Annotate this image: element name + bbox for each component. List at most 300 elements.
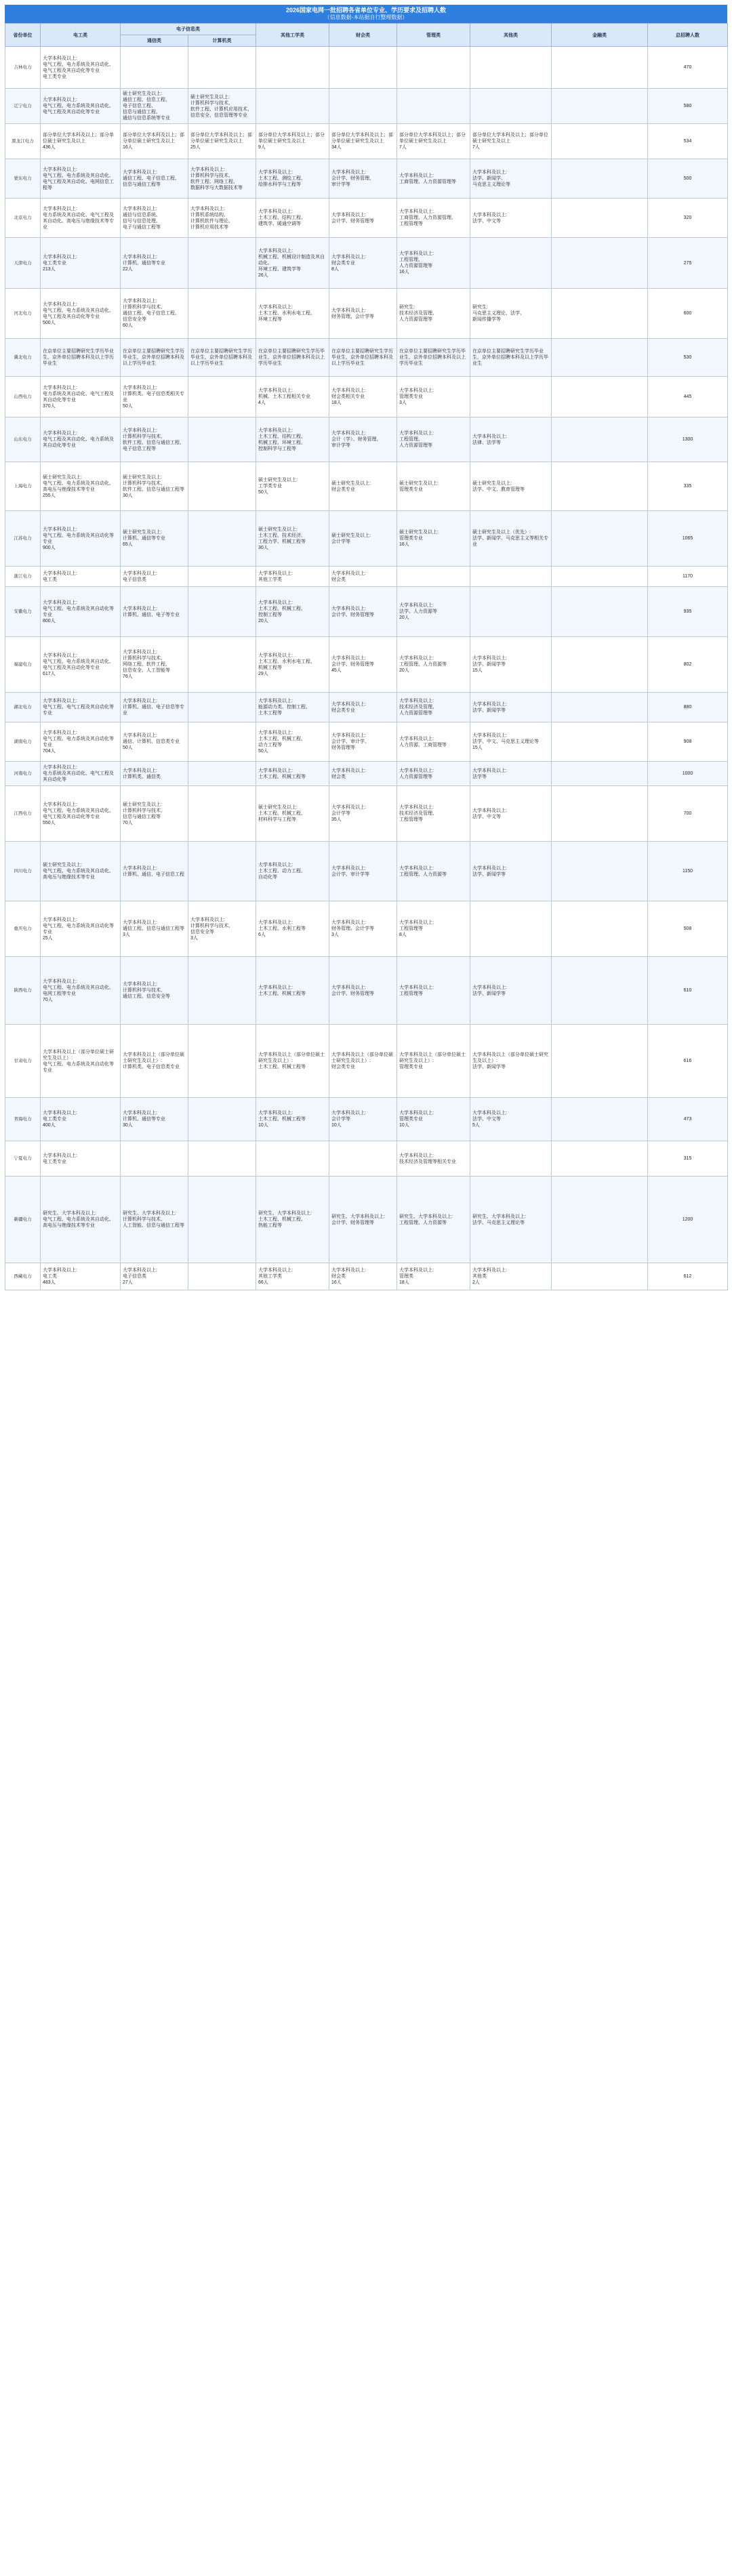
header-banking: 金融类 [552,24,648,47]
computer-cell [188,637,256,693]
banking-cell [552,567,648,587]
banking-cell [552,1177,648,1263]
management-cell: 大学本科及以上: 管理类专业 3人 [397,377,470,417]
other-engineering-cell: 在京单位主要招聘研究生学历毕业生，京外单位招聘本科及以上学历毕业生 [256,339,329,377]
communication-cell: 大学本科及以上: 计算机、通信、电子信息等专业 [121,693,188,722]
electric-cell: 在京单位主要招聘研究生学历毕业生，京外单位招聘本科及以上学历毕业生 [41,339,121,377]
finance-cell [329,47,397,89]
table-footer-space [5,1290,727,1296]
table-row [5,1263,728,1290]
other-engineering-cell: 大学本科及以上: 土木工程、水利工程等 6人 [256,901,329,957]
finance-cell: 硕士研究生及以上: 会计学等 [329,511,397,567]
management-cell: 大学本科及以上: 工程管理等 [397,957,470,1025]
table-row [5,89,728,124]
computer-cell [188,1177,256,1263]
electric-cell: 大学本科及以上: 电气工程及其自动化、电力系统及其自动化等专业 [41,417,121,462]
communication-cell: 大学本科及以上: 计算机、通信、电子信息工程 [121,842,188,901]
unit-cell: 北京电力 [5,199,41,238]
table-row [5,1025,728,1098]
management-cell: 大学本科及以上: 管理类 18人 [397,1263,470,1290]
other-engineering-cell: 大学本科及以上（部分单位硕士研究生及以上）: 土木工程、机械工程等 [256,1025,329,1098]
electric-cell: 硕士研究生及以上: 电气工程、电力系统及其自动化、高电压与绝缘技术等专业 255人 [41,462,121,511]
table-row [5,693,728,722]
total-cell: 880 [648,693,728,722]
communication-cell: 大学本科及以上: 计算机科学与技术、 网络工程、软件工程、 信息安全、人工智能等 76人 [121,637,188,693]
communication-cell: 硕士研究生及以上: 计算机科学与技术、 信息与通信工程等 70人 [121,786,188,842]
management-cell: 研究生、大学本科及以上: 工程管理、人力资源等 [397,1177,470,1263]
computer-cell [188,377,256,417]
banking-cell [552,199,648,238]
other-engineering-cell: 大学本科及以上: 土木工程、水利水电工程、 环境工程等 [256,289,329,339]
unit-cell: 江苏电力 [5,511,41,567]
finance-cell: 大学本科及以上: 会计学等 10人 [329,1098,397,1141]
management-cell: 大学本科及以上（部分单位硕士研究生及以上）: 管理类专业 [397,1025,470,1098]
computer-cell [188,693,256,722]
table-row [5,511,728,567]
header-electronic-info-group: 电子信息类 [121,24,256,35]
finance-cell: 大学本科及以上: 财会类 [329,762,397,786]
table-row [5,47,728,89]
management-cell [397,89,470,124]
computer-cell [188,289,256,339]
electric-cell: 大学本科及以上: 电力系统及其自动化、电气工程及其自动化等专业 370人 [41,377,121,417]
electric-cell: 大学本科及以上: 电工类专业 400人 [41,1098,121,1141]
header-total: 总招聘人数 [648,24,728,47]
finance-cell: 大学本科及以上: 财务管理、会计学等 3人 [329,901,397,957]
table-row [5,462,728,511]
finance-cell: 大学本科及以上: 会计学、财务管理等 [329,199,397,238]
unit-cell: 天津电力 [5,238,41,289]
recruitment-table [5,23,728,1290]
other-cell [470,901,552,957]
communication-cell: 大学本科及以上: 计算机、通信、电子等专业 [121,587,188,637]
other-engineering-cell: 大学本科及以上: 土木工程、机械工程、 动力工程等 50人 [256,722,329,762]
management-cell: 大学本科及以上: 技术经济及管理、 工程管理等 [397,786,470,842]
management-cell: 大学本科及以上: 管理类专业 10人 [397,1098,470,1141]
communication-cell: 大学本科及以上: 计算机科学与技术、 软件工程、信息与通信工程、 电子信息工程等 [121,417,188,462]
finance-cell: 大学本科及以上: 会计学、审计学、 财务管理等 [329,722,397,762]
other-cell: 大学本科及以上: 法学、中文等 5人 [470,1098,552,1141]
other-cell [470,47,552,89]
management-cell: 大学本科及以上: 法学、人力资源等 20人 [397,587,470,637]
banking-cell [552,1098,648,1141]
management-cell: 硕士研究生及以上: 管理类专业 16人 [397,511,470,567]
other-engineering-cell: 大学本科及以上: 土木工程、机械工程等 [256,762,329,786]
computer-cell [188,238,256,289]
other-cell: 研究生: 马克思主义理论、法学、 新闻传播学等 [470,289,552,339]
other-cell: 在京单位主要招聘研究生学历毕业生，京外单位招聘本科及以上学历毕业生 [470,339,552,377]
other-engineering-cell: 部分单位大学本科及以上；部分单位硕士研究生及以上 9人 [256,124,329,159]
management-cell: 研究生: 技术经济及管理、 人力资源管理等 [397,289,470,339]
communication-cell: 大学本科及以上: 通信、计算机、信息类专业 50人 [121,722,188,762]
banking-cell [552,47,648,89]
management-cell: 大学本科及以上: 工程管理、人力资源等 20人 [397,637,470,693]
electric-cell: 硕士研究生及以上: 电气工程、电力系统及其自动化、高电压与绝缘技术等专业 [41,842,121,901]
other-engineering-cell: 大学本科及以上: 能源动力类、控制工程、 土木工程等 [256,693,329,722]
other-cell: 大学本科及以上: 法学、中文等 [470,786,552,842]
total-cell: 500 [648,159,728,199]
electric-cell: 大学本科及以上: 电工类专业 [41,1141,121,1177]
header-finance: 财会类 [329,24,397,47]
total-cell: 445 [648,377,728,417]
header-computer: 计算机类 [188,35,256,47]
management-cell: 硕士研究生及以上: 管理类专业 [397,462,470,511]
electric-cell: 大学本科及以上: 电气工程、电力系统及其自动化、电气工程及其自动化等专业 500人 [41,289,121,339]
other-engineering-cell: 大学本科及以上: 土木工程、水利水电工程、 机械工程等 29人 [256,637,329,693]
unit-cell: 湖南电力 [5,722,41,762]
unit-cell: 吉林电力 [5,47,41,89]
unit-cell: 新疆电力 [5,1177,41,1263]
unit-cell: 西藏电力 [5,1263,41,1290]
header-unit: 省份单位 [5,24,41,47]
banking-cell [552,693,648,722]
management-cell: 大学本科及以上: 技术经济及管理等相关专业 [397,1141,470,1177]
banking-cell [552,1025,648,1098]
electric-cell: 大学本科及以上（部分单位硕士研究生及以上）: 电气工程、电力系统及其自动化等专业 [41,1025,121,1098]
computer-cell [188,567,256,587]
management-cell: 大学本科及以上: 技术经济及管理、 人力资源管理等 [397,693,470,722]
other-engineering-cell: 大学本科及以上: 土木工程、机械工程、 控制工程等 20人 [256,587,329,637]
communication-cell: 研究生、大学本科及以上: 计算机科学与技术、 人工智能、信息与通信工程等 [121,1177,188,1263]
total-cell: 612 [648,1263,728,1290]
other-cell [470,587,552,637]
table-row [5,339,728,377]
unit-cell: 河南电力 [5,762,41,786]
management-cell: 大学本科及以上: 工程管理、人力资源等 [397,842,470,901]
other-engineering-cell [256,47,329,89]
communication-cell: 大学本科及以上: 计算机类、通信类 [121,762,188,786]
header-management: 管理类 [397,24,470,47]
computer-cell [188,1141,256,1177]
management-cell: 大学本科及以上: 工程管理等 8人 [397,901,470,957]
other-engineering-cell: 大学本科及以上: 土木工程、动力工程、 自动化等 [256,842,329,901]
total-cell: 335 [648,462,728,511]
other-cell [470,89,552,124]
other-engineering-cell: 大学本科及以上: 其他工学类 [256,567,329,587]
computer-cell: 大学本科及以上: 计算机科学与技术、 软件工程、网络工程、 数据科学与大数据技术等 [188,159,256,199]
header-other-engineering: 其他工学类 [256,24,329,47]
table-row [5,199,728,238]
banking-cell [552,377,648,417]
table-row [5,567,728,587]
other-cell: 大学本科及以上: 法学、新闻学、 马克思主义理论等 [470,159,552,199]
other-cell [470,1141,552,1177]
unit-cell: 辽宁电力 [5,89,41,124]
electric-cell: 大学本科及以上: 电工类专业 213人 [41,238,121,289]
computer-cell: 大学本科及以上: 计算机科学与技术、 信息安全等 3人 [188,901,256,957]
other-cell [470,238,552,289]
total-cell: 473 [648,1098,728,1141]
table-row [5,722,728,762]
communication-cell: 在京单位主要招聘研究生学历毕业生，京外单位招聘本科及以上学历毕业生 [121,339,188,377]
finance-cell: 在京单位主要招聘研究生学历毕业生，京外单位招聘本科及以上学历毕业生 [329,339,397,377]
communication-cell: 大学本科及以上: 计算机科学与技术、 通信工程、电子信息工程、 信息安全等 60人 [121,289,188,339]
computer-cell: 在京单位主要招聘研究生学历毕业生，京外单位招聘本科及以上学历毕业生 [188,339,256,377]
finance-cell: 硕士研究生及以上: 财会类专业 [329,462,397,511]
table-row [5,1141,728,1177]
table-row [5,1177,728,1263]
other-engineering-cell: 大学本科及以上: 机械工程、机械设计制造及其自动化、 环境工程、建筑学等 26人 [256,238,329,289]
finance-cell: 大学本科及以上: 会计学、财务管理等 45人 [329,637,397,693]
header-electric: 电工类 [41,24,121,47]
finance-cell: 大学本科及以上: 会计学、审计学等 [329,842,397,901]
total-cell: 616 [648,1025,728,1098]
table-row [5,901,728,957]
table-row [5,417,728,462]
table-row [5,587,728,637]
unit-cell: 宁夏电力 [5,1141,41,1177]
table-body [5,47,728,1290]
computer-cell [188,511,256,567]
total-cell: 534 [648,124,728,159]
other-engineering-cell: 大学本科及以上: 土木工程、机械工程等 10人 [256,1098,329,1141]
communication-cell: 部分单位大学本科及以上；部分单位硕士研究生及以上 16人 [121,124,188,159]
other-cell: 大学本科及以上: 法学等 [470,762,552,786]
management-cell: 大学本科及以上: 工商管理、人力资源管理、 工程管理等 [397,199,470,238]
total-cell: 802 [648,637,728,693]
table-row [5,377,728,417]
other-engineering-cell: 硕士研究生及以上: 土木工程、机械工程、 材料科学与工程等 [256,786,329,842]
electric-cell: 部分单位大学本科及以上；部分单位硕士研究生及以上 436人 [41,124,121,159]
communication-cell: 大学本科及以上: 计算机、通信等专业 30人 [121,1098,188,1141]
total-cell: 320 [648,199,728,238]
computer-cell [188,722,256,762]
finance-cell: 大学本科及以上: 会计学、财务管理等 [329,587,397,637]
finance-cell: 大学本科及以上: 财会类专业 8人 [329,238,397,289]
finance-cell: 大学本科及以上: 会计学、财务管理、 审计学等 [329,159,397,199]
other-engineering-cell [256,89,329,124]
electric-cell: 大学本科及以上: 电力系统及其自动化、电气工程及其自动化、高电压与绝缘技术等专业 [41,199,121,238]
finance-cell: 部分单位大学本科及以上；部分单位硕士研究生及以上 34人 [329,124,397,159]
other-cell [470,567,552,587]
electric-cell: 大学本科及以上: 电气工程、电力系统及其自动化、电气工程及其自动化等专业 550人 [41,786,121,842]
communication-cell: 硕士研究生及以上: 计算机、通信等专业 65人 [121,511,188,567]
management-cell: 大学本科及以上: 工商管理、人力资源管理等 [397,159,470,199]
other-cell: 研究生、大学本科及以上: 法学、马克思主义理论等 [470,1177,552,1263]
table-row [5,124,728,159]
finance-cell: 研究生、大学本科及以上: 会计学、财务管理等 [329,1177,397,1263]
communication-cell: 大学本科及以上: 通信与信息系统、 信号与信息处理、 电子与通信工程等 [121,199,188,238]
table-subtitle: （信息数据-本站据自行整理数据） [324,14,408,20]
electric-cell: 大学本科及以上: 电气工程、电力系统及其自动化、电气工程及其自动化等专业 电工类专业 [41,47,121,89]
communication-cell: 大学本科及以上: 通信工程、电子信息工程、 信息与通信工程等 [121,159,188,199]
other-engineering-cell: 硕士研究生及以上: 工学类专业 50人 [256,462,329,511]
finance-cell: 大学本科及以上（部分单位硕士研究生及以上）: 财会类专业 [329,1025,397,1098]
electric-cell: 大学本科及以上: 电气工程、电力系统及其自动化等专业 25人 [41,901,121,957]
other-cell: 大学本科及以上: 法学、中文、马克思主义理论等 15人 [470,722,552,762]
electric-cell: 大学本科及以上: 电气工程、电力系统及其自动化等专业 704人 [41,722,121,762]
computer-cell [188,1025,256,1098]
other-engineering-cell [256,1141,329,1177]
other-engineering-cell: 大学本科及以上: 机械、土木工程相关专业 4人 [256,377,329,417]
banking-cell [552,124,648,159]
electric-cell: 大学本科及以上: 电力系统及其自动化、电气工程及其自动化等 [41,762,121,786]
total-cell: 1150 [648,842,728,901]
unit-cell: 江西电力 [5,786,41,842]
header-other: 其他类 [470,24,552,47]
unit-cell: 黑龙江电力 [5,124,41,159]
other-engineering-cell: 大学本科及以上: 其他工学类 66人 [256,1263,329,1290]
banking-cell [552,511,648,567]
other-cell: 大学本科及以上: 法学、新闻学等 15人 [470,637,552,693]
unit-cell: 冀北电力 [5,339,41,377]
finance-cell: 大学本科及以上: 会计（学）、财务管理、 审计学等 [329,417,397,462]
communication-cell [121,47,188,89]
communication-cell: 大学本科及以上: 计算机科学与技术、 通信工程、信息安全等 [121,957,188,1025]
computer-cell: 硕士研究生及以上: 计算机科学与技术、 软件工程、计算机应用技术、 信息安全、信息管理等专业 [188,89,256,124]
electric-cell: 大学本科及以上: 电气工程、电力系统及其自动化、电气工程及其自动化等专业 [41,89,121,124]
banking-cell [552,1141,648,1177]
banking-cell [552,762,648,786]
banking-cell [552,339,648,377]
other-engineering-cell: 大学本科及以上: 土木工程、机械工程等 [256,957,329,1025]
other-engineering-cell: 大学本科及以上: 土木工程、测绘工程、 给排水科学与工程等 [256,159,329,199]
electric-cell: 大学本科及以上: 电工类 483人 [41,1263,121,1290]
electric-cell: 大学本科及以上: 电工类 [41,567,121,587]
other-cell: 大学本科及以上（部分单位硕士研究生及以上）: 法学、新闻学等 [470,1025,552,1098]
table-row [5,637,728,693]
total-cell: 1200 [648,1177,728,1263]
other-cell [470,377,552,417]
other-engineering-cell: 硕士研究生及以上: 土木工程、技术经济、 工程力学、机械工程等 30人 [256,511,329,567]
total-cell: 315 [648,1141,728,1177]
finance-cell [329,1141,397,1177]
other-cell: 硕士研究生及以上（优先）: 法学、新闻学、马克思主义等相关专业 [470,511,552,567]
computer-cell [188,417,256,462]
banking-cell [552,637,648,693]
other-cell: 大学本科及以上: 法学、新闻学等 [470,842,552,901]
communication-cell: 大学本科及以上: 计算机类、电子信息类相关专业 50人 [121,377,188,417]
banking-cell [552,786,648,842]
communication-cell: 大学本科及以上（部分单位硕士研究生及以上）: 计算机类、电子信息类专业 [121,1025,188,1098]
computer-cell [188,47,256,89]
banking-cell [552,1263,648,1290]
management-cell: 大学本科及以上: 工程管理、 人力资源管理等 16人 [397,238,470,289]
total-cell: 470 [648,47,728,89]
unit-cell: 福建电力 [5,637,41,693]
banking-cell [552,587,648,637]
banking-cell [552,462,648,511]
page [5,5,727,1296]
unit-cell: 陕西电力 [5,957,41,1025]
electric-cell: 研究生、大学本科及以上: 电气工程、电力系统及其自动化、高电压与绝缘技术等专业 [41,1177,121,1263]
other-cell: 大学本科及以上: 其他类 2人 [470,1263,552,1290]
electric-cell: 大学本科及以上: 电气工程、电力系统及其自动化等专业 800人 [41,587,121,637]
computer-cell [188,1098,256,1141]
banking-cell [552,957,648,1025]
banking-cell [552,238,648,289]
unit-cell: 青海电力 [5,1098,41,1141]
computer-cell [188,842,256,901]
other-cell: 大学本科及以上: 法律、法学等 [470,417,552,462]
communication-cell: 大学本科及以上: 计算机、通信等专业 22人 [121,238,188,289]
unit-cell: 上海电力 [5,462,41,511]
management-cell: 大学本科及以上: 人力资源、工商管理等 [397,722,470,762]
management-cell: 大学本科及以上: 人力资源管理等 [397,762,470,786]
communication-cell: 大学本科及以上: 通信工程、信息与通信工程等 3人 [121,901,188,957]
banking-cell [552,289,648,339]
communication-cell: 硕士研究生及以上: 计算机科学与技术、 软件工程、信息与通信工程等 30人 [121,462,188,511]
banking-cell [552,901,648,957]
unit-cell: 甘肃电力 [5,1025,41,1098]
electric-cell: 大学本科及以上: 电气工程、电力系统及其自动化、电气工程及其自动化、电网信息工程等 [41,159,121,199]
computer-cell [188,462,256,511]
total-cell: 610 [648,957,728,1025]
unit-cell: 重庆电力 [5,901,41,957]
computer-cell [188,786,256,842]
table-title-banner [5,5,727,23]
unit-cell: 湖北电力 [5,693,41,722]
total-cell: 700 [648,786,728,842]
table-row [5,1098,728,1141]
total-cell: 580 [648,89,728,124]
other-engineering-cell: 研究生、大学本科及以上: 土木工程、机械工程、 热能工程等 [256,1177,329,1263]
communication-cell: 大学本科及以上: 电子信息类 27人 [121,1263,188,1290]
header-group-row [5,24,728,35]
other-engineering-cell: 大学本科及以上: 土木工程、结构工程、 机械工程、环境工程、 控制科学与工程等 [256,417,329,462]
computer-cell [188,762,256,786]
unit-cell: 山东电力 [5,417,41,462]
total-cell: 1300 [648,417,728,462]
table-row [5,842,728,901]
finance-cell: 大学本科及以上: 财会类相关专业 18人 [329,377,397,417]
total-cell: 935 [648,587,728,637]
total-cell: 1170 [648,567,728,587]
finance-cell: 大学本科及以上: 会计学、财务管理等 [329,957,397,1025]
communication-cell: 大学本科及以上: 电子信息类 [121,567,188,587]
total-cell: 600 [648,289,728,339]
electric-cell: 大学本科及以上: 电气工程、电气工程及其自动化等专业 [41,693,121,722]
banking-cell [552,159,648,199]
table-row [5,289,728,339]
banking-cell [552,89,648,124]
table-title: 2026国家电网一批招聘各省单位专业、学历要求及招聘人数 [285,7,447,14]
unit-cell: 河北电力 [5,289,41,339]
communication-cell: 硕士研究生及以上: 通信工程、信息工程、 电子信息工程、 信息与通信工程、 通信与信息系统等专业 [121,89,188,124]
header-communication: 通信类 [121,35,188,47]
unit-cell: 浙江电力 [5,567,41,587]
computer-cell: 大学本科及以上: 计算机系统结构、 计算机软件与理论、 计算机应用技术等 [188,199,256,238]
finance-cell: 大学本科及以上: 财会类 16人 [329,1263,397,1290]
computer-cell [188,587,256,637]
total-cell: 275 [648,238,728,289]
banking-cell [552,842,648,901]
table-row [5,762,728,786]
unit-cell: 蒙东电力 [5,159,41,199]
finance-cell: 大学本科及以上: 财会类 [329,567,397,587]
computer-cell [188,1263,256,1290]
other-engineering-cell: 大学本科及以上: 土木工程、结构工程、 建筑学、暖通空调等 [256,199,329,238]
finance-cell: 大学本科及以上: 财务管理、会计学等 [329,289,397,339]
computer-cell: 部分单位大学本科及以上；部分单位硕士研究生及以上 25人 [188,124,256,159]
other-cell: 大学本科及以上: 法学、新闻学等 [470,693,552,722]
table-row [5,957,728,1025]
total-cell: 1065 [648,511,728,567]
finance-cell [329,89,397,124]
table-row [5,238,728,289]
total-cell: 508 [648,901,728,957]
unit-cell: 安徽电力 [5,587,41,637]
other-cell: 硕士研究生及以上: 法学、中文、教育管理等 [470,462,552,511]
computer-cell [188,957,256,1025]
total-cell: 908 [648,722,728,762]
management-cell [397,47,470,89]
table-row [5,786,728,842]
electric-cell: 大学本科及以上: 电气工程、电力系统及其自动化等专业 900人 [41,511,121,567]
total-cell: 530 [648,339,728,377]
other-cell: 大学本科及以上: 法学、新闻学等 [470,957,552,1025]
total-cell: 1000 [648,762,728,786]
